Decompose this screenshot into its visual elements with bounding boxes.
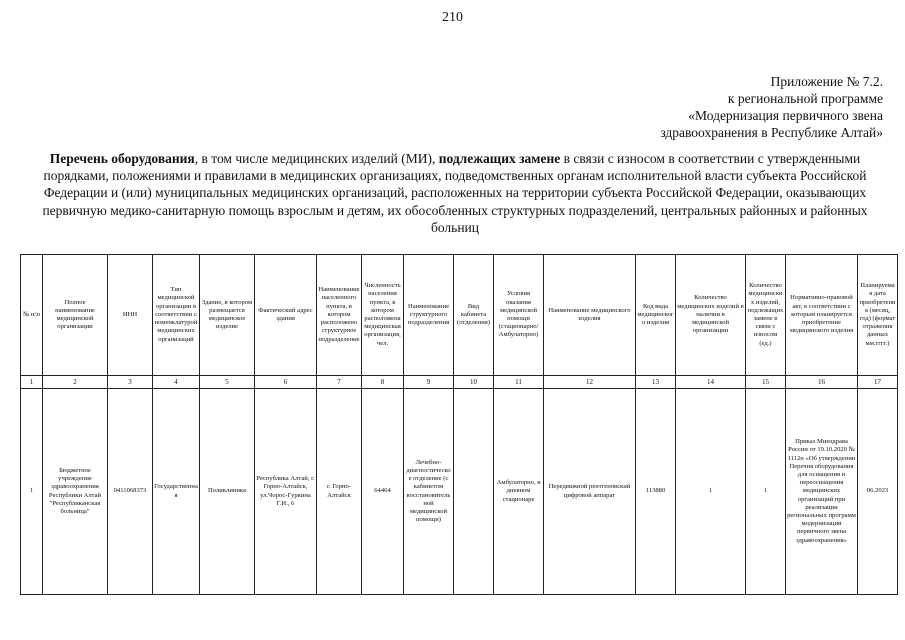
column-number: 7 — [317, 376, 362, 389]
table-row — [21, 389, 898, 595]
column-header: Условия оказания медицинской помощи (стационарно/ Амбулаторно) — [494, 255, 544, 376]
column-header: Нормативно-правовой акт, в соответствии с которым планируется приобретение медицинского изделия — [786, 255, 858, 376]
column-number: 12 — [544, 376, 636, 389]
column-number: 4 — [153, 376, 200, 389]
title-bold-replacement: подлежащих замене — [438, 151, 561, 166]
column-header: № п/п — [21, 255, 43, 376]
column-number: 14 — [676, 376, 746, 389]
table-cell: Амбулаторно, в дневном стационаре — [494, 389, 544, 595]
column-number: 16 — [786, 376, 858, 389]
column-number: 9 — [404, 376, 454, 389]
column-number: 5 — [200, 376, 255, 389]
appendix-line: к региональной программе — [727, 91, 883, 106]
document-title — [40, 150, 870, 236]
appendix-block — [660, 73, 883, 141]
column-header: Количество медицинских изделий в наличии в медицинской организации — [676, 255, 746, 376]
column-number: 11 — [494, 376, 544, 389]
table-header-row — [21, 255, 898, 376]
column-number: 13 — [636, 376, 676, 389]
column-number: 15 — [746, 376, 786, 389]
column-number: 8 — [362, 376, 404, 389]
column-header: Тип медицинской организации в соответствии с номенклатурой медицинских организаций — [153, 255, 200, 376]
title-text: , в том числе медицинских изделий (МИ), — [194, 151, 439, 166]
table-cell: Приказ Минздрава России от 19.10.2020 № 1112н «Об утверждении Перечня оборудования для оснащения и переоснащения медицинских организаций при реализации региональных программ модернизации первичного звена здравоохранения» — [786, 389, 858, 595]
column-header: Полное наименование медицинской организации — [43, 255, 108, 376]
column-header: Фактический адрес здания — [255, 255, 317, 376]
table-cell: 06.2023 — [858, 389, 898, 595]
table-cell: Передвижной рентгеновский цифровой аппарат — [544, 389, 636, 595]
title-text: в связи с износом в соответствии с утвержденными порядками, положениями и правилами в медицинских организациях, подведомственных органам исполнительной власти субъекта Российской Федерации и (или) муниципальных медицинских организаций, расположенных на территории субъекта Российской Федерации, оказывающих первичную медико-санитарную помощь взрослым и детям, их обособленных структурных подразделений, центральных районных и районных больниц — [42, 151, 868, 235]
column-header: Количество медицинских изделий, подлежащих замене в связи с износом (ед.) — [746, 255, 786, 376]
column-header: Наименование структурного подразделения — [404, 255, 454, 376]
table-cell: 1 — [21, 389, 43, 595]
table-cell: Государственная — [153, 389, 200, 595]
table-cell: Бюджетное учреждение здравоохранения Республики Алтай "Республиканская больница" — [43, 389, 108, 595]
title-bold-equipment: Перечень оборудования — [49, 151, 195, 166]
column-number: 3 — [108, 376, 153, 389]
appendix-line: «Модернизация первичного звена — [688, 108, 883, 123]
table-cell: Поликлиника — [200, 389, 255, 595]
column-header: ИНН — [108, 255, 153, 376]
column-number: 6 — [255, 376, 317, 389]
column-number: 2 — [43, 376, 108, 389]
column-number: 1 — [21, 376, 43, 389]
table-cell: Республика Алтай, г. Горно-Алтайск, ул.Чорос-Гуркина Г.И., 6 — [255, 389, 317, 595]
column-number: 10 — [454, 376, 494, 389]
column-header: Здание, в котором размещается медицинское изделие — [200, 255, 255, 376]
table-cell: 113880 — [636, 389, 676, 595]
appendix-line: Приложение № 7.2. — [770, 74, 883, 89]
page-number: 210 — [442, 10, 463, 25]
table-column-number-row — [21, 376, 898, 389]
column-header: Код вида медицинского изделия — [636, 255, 676, 376]
table-cell: 64464 — [362, 389, 404, 595]
column-number: 17 — [858, 376, 898, 389]
column-header: Планируемая дата приобретения (месяц, год) (формат отражения данных мм.гггг.) — [858, 255, 898, 376]
column-header: Наименование населенного пункта, в котором расположено структурное подразделение — [317, 255, 362, 376]
table-cell: 0411068373 — [108, 389, 153, 595]
column-header: Наименование медицинского изделия — [544, 255, 636, 376]
table-cell: г. Горно-Алтайск — [317, 389, 362, 595]
column-header: Вид кабинета (отделения) — [454, 255, 494, 376]
table-cell: 1 — [676, 389, 746, 595]
table-cell: 1 — [746, 389, 786, 595]
equipment-table — [20, 254, 898, 595]
table-cell: Лечебно-диагностическое отделение (с кабинетом восстановительной медицинской помощи) — [404, 389, 454, 595]
table-cell — [454, 389, 494, 595]
appendix-line: здравоохранения в Республике Алтай» — [660, 125, 883, 140]
column-header: Численность населения пункта, в котором расположена медицинская организация, чел. — [362, 255, 404, 376]
